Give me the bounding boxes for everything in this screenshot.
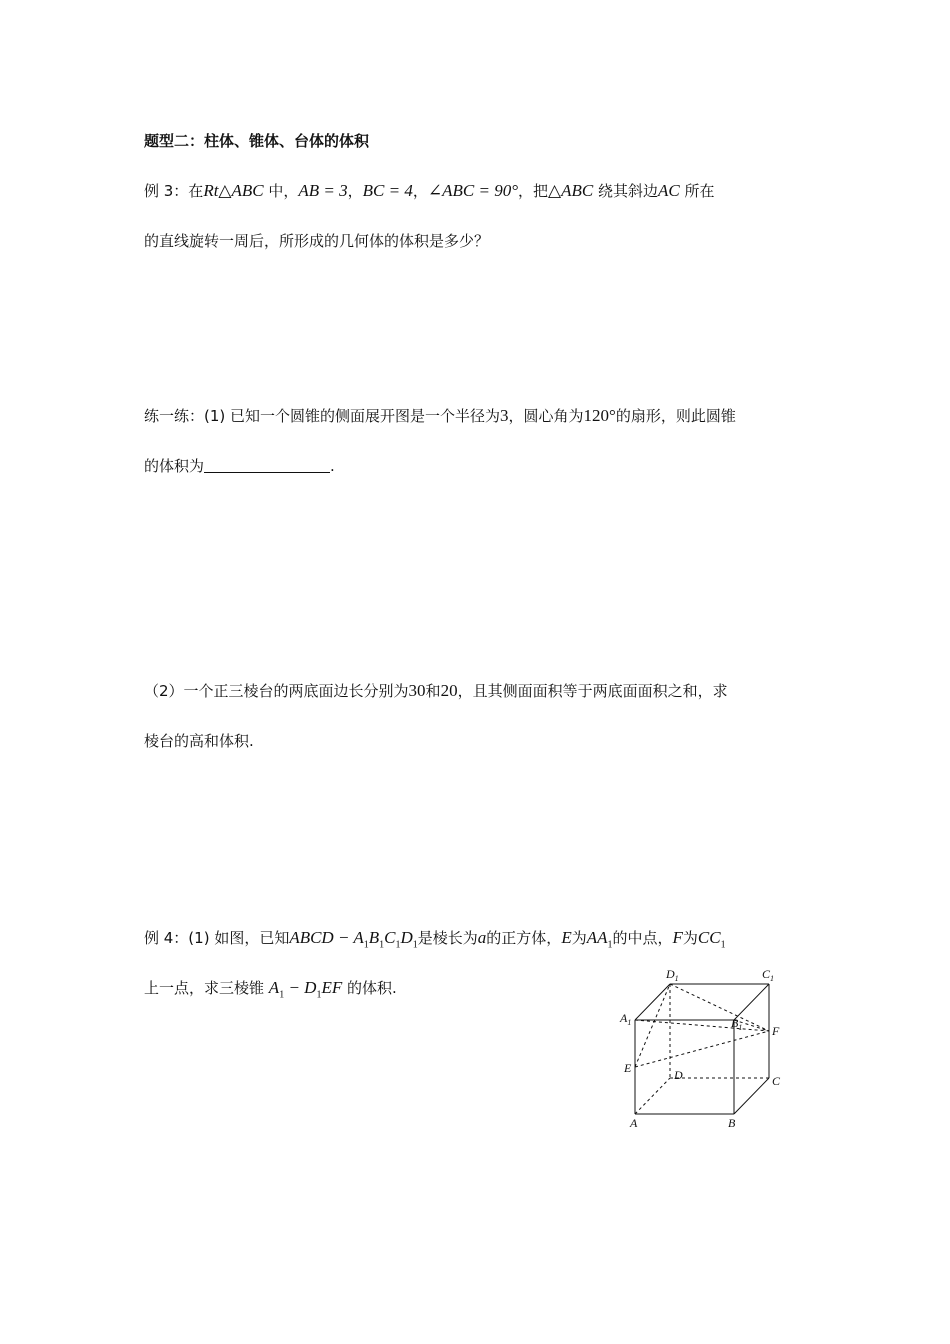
subscript: 1 bbox=[316, 989, 322, 1001]
separator: ， bbox=[347, 182, 363, 200]
subscript: 1 bbox=[720, 939, 726, 951]
text-segment: 是棱长为 bbox=[417, 929, 478, 947]
triangle-symbol: △ bbox=[218, 181, 232, 200]
example-4-line-2 bbox=[144, 978, 397, 1005]
text-segment: 绕其斜边 bbox=[593, 182, 658, 200]
text-segment: 所在 bbox=[679, 182, 715, 200]
practice-1-line-2 bbox=[144, 456, 335, 476]
angle-expression: ∠ABC = 90° bbox=[427, 181, 518, 200]
cube-name bbox=[289, 928, 418, 951]
triangle-abc: ABC bbox=[231, 181, 264, 200]
label-b: B bbox=[728, 1116, 736, 1130]
example-4-line-1 bbox=[144, 928, 726, 955]
label-c: C bbox=[772, 1074, 781, 1088]
edge-length-a: 30 bbox=[408, 681, 426, 700]
answer-blank[interactable] bbox=[204, 458, 330, 473]
segment-letters: AA bbox=[586, 928, 608, 947]
text-segment: ，圆心角为 bbox=[508, 407, 584, 425]
vertex-a1: A bbox=[268, 978, 280, 997]
edge-b1-c1 bbox=[734, 984, 769, 1020]
rt-symbol: Rt bbox=[203, 181, 219, 200]
practice-2-line-1 bbox=[144, 681, 728, 701]
cube-figure bbox=[600, 962, 800, 1138]
text-segment: （2）一个正三棱台的两底面边长分别为 bbox=[144, 682, 409, 700]
pyramid-name bbox=[268, 978, 343, 1001]
cube-vertices-base: ABCD − A bbox=[289, 928, 364, 947]
text-segment: 的体积为 bbox=[144, 457, 205, 475]
example-3-line-1 bbox=[144, 181, 715, 201]
vertex-c: C bbox=[384, 928, 396, 947]
label-c1: $C_1$ bbox=[762, 967, 775, 983]
text-segment: 和 bbox=[425, 682, 441, 700]
example-3-label: 例 3：在 bbox=[144, 182, 204, 200]
subscript: 1 bbox=[363, 939, 369, 951]
text-segment: 上一点，求三棱锥 bbox=[144, 979, 265, 997]
central-angle-value: 120° bbox=[583, 406, 616, 425]
example-4-label: 例 4：(1) 如图，已知 bbox=[144, 929, 290, 947]
triangle-abc: ABC bbox=[561, 181, 594, 200]
separator: ， bbox=[412, 182, 428, 200]
label-a: A bbox=[630, 1116, 638, 1130]
triangle-symbol: △ bbox=[548, 181, 562, 200]
edge-b-c bbox=[734, 1078, 769, 1114]
segment-a1-f bbox=[635, 1020, 769, 1031]
edge-length-symbol: a bbox=[477, 928, 487, 947]
edge-a1-d1 bbox=[635, 984, 670, 1020]
vertex-b: B bbox=[368, 928, 380, 947]
text-segment: 为 bbox=[682, 929, 698, 947]
label-b1: $B_1$ bbox=[731, 1016, 743, 1032]
practice-1-line-1 bbox=[144, 406, 736, 426]
text-segment: 的扇形，则此圆锥 bbox=[615, 407, 736, 425]
edge-a-d bbox=[635, 1078, 670, 1114]
vertices-ef: EF bbox=[321, 978, 343, 997]
example-3-line-2: 的直线旋转一周后，所形成的几何体的体积是多少？ bbox=[144, 232, 490, 250]
hypotenuse-ac: AC bbox=[657, 181, 680, 200]
text-segment: 的体积. bbox=[347, 979, 397, 997]
subscript: 1 bbox=[395, 939, 401, 951]
edge-length-b: 20 bbox=[440, 681, 458, 700]
text-segment: . bbox=[330, 457, 335, 475]
radius-value: 3 bbox=[500, 406, 509, 425]
label-f: F bbox=[772, 1024, 780, 1038]
text-segment: ，把 bbox=[518, 182, 549, 200]
text-segment: ，且其侧面面积等于两底面面积之和，求 bbox=[457, 682, 728, 700]
segment-e-d1 bbox=[635, 984, 670, 1067]
segment-letters: CC bbox=[697, 928, 721, 947]
section-title: 题型二：柱体、锥体、台体的体积 bbox=[144, 132, 370, 150]
subscript: 1 bbox=[412, 939, 418, 951]
segment-cc1 bbox=[697, 928, 726, 951]
segment-aa1 bbox=[586, 928, 613, 951]
practice-2-line-2: 棱台的高和体积. bbox=[144, 732, 254, 750]
point-e: E bbox=[561, 928, 572, 947]
point-f: F bbox=[672, 928, 683, 947]
text-segment: 中， bbox=[263, 182, 299, 200]
subscript: 1 bbox=[607, 939, 613, 951]
vertex-d: D bbox=[400, 928, 413, 947]
text-segment: 练一练：(1) 已知一个圆锥的侧面展开图是一个半径为 bbox=[144, 407, 501, 425]
ab-expression: AB = 3 bbox=[298, 181, 348, 200]
subscript: 1 bbox=[279, 989, 285, 1001]
subscript: 1 bbox=[379, 939, 385, 951]
label-e: E bbox=[624, 1061, 632, 1075]
text-segment: 的正方体， bbox=[486, 929, 562, 947]
segment-e-f bbox=[635, 1031, 769, 1067]
text-segment: 的中点， bbox=[612, 929, 673, 947]
vertex-d1: − D bbox=[284, 978, 317, 997]
label-d1: $D_1$ bbox=[666, 967, 679, 983]
bc-expression: BC = 4 bbox=[362, 181, 413, 200]
label-a1: $A_1$ bbox=[620, 1011, 632, 1027]
text-segment: 为 bbox=[571, 929, 587, 947]
label-d: D bbox=[674, 1068, 683, 1082]
